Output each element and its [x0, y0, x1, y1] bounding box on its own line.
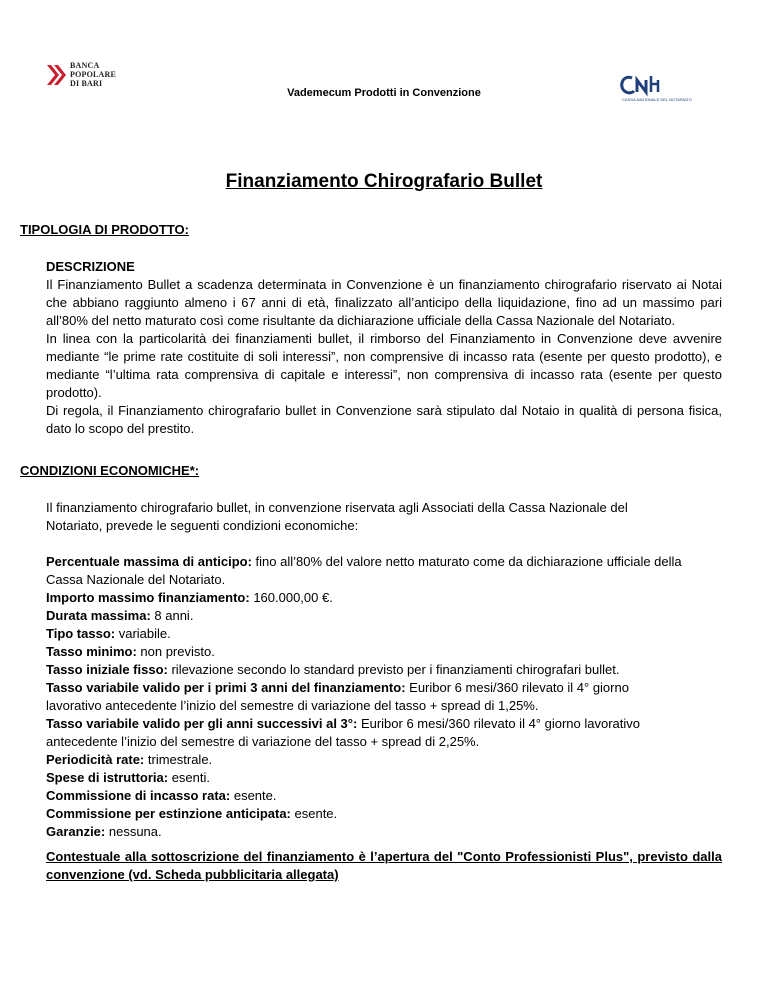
- section-heading-tipologia: TIPOLOGIA DI PRODOTTO:: [20, 222, 189, 237]
- condition-item: [46, 661, 686, 679]
- condition-item: [46, 823, 686, 841]
- condition-value: non previsto.: [136, 644, 215, 659]
- condition-value: 160.000,00 €.: [249, 590, 333, 605]
- condition-label: Tasso iniziale fisso:: [46, 662, 168, 677]
- condition-label: Tasso minimo:: [46, 644, 137, 659]
- condition-label: Periodicità rate:: [46, 752, 145, 767]
- condition-item: [46, 769, 686, 787]
- condition-label: Garanzie:: [46, 824, 106, 839]
- condition-item: [46, 625, 686, 643]
- condition-value: esente.: [230, 788, 277, 803]
- condition-value: variabile.: [115, 626, 171, 641]
- condition-item: [46, 643, 686, 661]
- condition-item: [46, 805, 686, 823]
- condition-item: [46, 787, 686, 805]
- condition-item: [46, 715, 686, 751]
- condition-label: Spese di istruttoria:: [46, 770, 169, 785]
- condition-value: Euribor 6 mesi/360 rilevato il 4° giorno lavorativo antecedente l’inizio del semestre di variazione del tasso + spread di 2,25%.: [46, 716, 640, 749]
- section-heading-condizioni: CONDIZIONI ECONOMICHE*:: [20, 463, 200, 478]
- bank-emblem-icon: [46, 62, 70, 88]
- cnn-logo-caption: CASSA NAZIONALE DEL NOTARIATO: [622, 97, 692, 102]
- condition-item: [46, 589, 686, 607]
- condition-item: [46, 679, 686, 715]
- condition-item: [46, 553, 686, 589]
- condition-value: rilevazione secondo lo standard previsto per i finanziamenti chirografari bullet.: [167, 662, 620, 677]
- condition-item: [46, 607, 686, 625]
- condition-label: Durata massima:: [46, 608, 151, 623]
- conditions-list: [46, 553, 686, 841]
- condition-value: esenti.: [168, 770, 210, 785]
- condition-label: Tasso variabile valido per gli anni successivi al 3°:: [46, 716, 358, 731]
- descrizione-paragraph-2: In linea con la particolarità dei finanziamenti bullet, il rimborso del Finanziamento in Convenzione deve avvenire mediante “le prime rate costituite di soli interessi”, non comprensive di incasso rata (esente per questo prodotto), e mediante “l’ultima rata comprensiva di capitale e interessi”, non comprensiva di incasso rata (esente per questo prodotto).: [46, 331, 722, 400]
- condizioni-intro: Il finanziamento chirografario bullet, in convenzione riservata agli Associati della Cassa Nazionale del Notariato, prevede le seguenti condizioni economiche:: [46, 500, 628, 533]
- descrizione-section: [46, 258, 722, 438]
- condition-value: fino all’80% del valore netto maturato come da dichiarazione ufficiale della Cassa Nazionale del Notariato.: [46, 554, 682, 587]
- bank-logo-text: BANCA POPOLARE DI BARI: [70, 61, 117, 88]
- condition-value: 8 anni.: [150, 608, 194, 623]
- condition-label: Importo massimo finanziamento:: [46, 590, 250, 605]
- condition-value: trimestrale.: [144, 752, 213, 767]
- page-header-title: Vademecum Prodotti in Convenzione: [287, 87, 481, 99]
- final-note: Contestuale alla sottoscrizione del finanziamento è l’apertura del "Conto Professionisti Plus", previsto dalla convenzione (vd. Scheda pubblicitaria allegata): [46, 849, 722, 882]
- document-title: Finanziamento Chirografario Bullet: [225, 171, 543, 192]
- condition-value: nessuna.: [105, 824, 162, 839]
- descrizione-paragraph-1: Il Finanziamento Bullet a scadenza determinata in Convenzione è un finanziamento chirografario riservato ai Notai che abbiano raggiunto almeno i 67 anni di età, finalizzato all’anticipo della liquidazione, fino ad un massimo pari all’80% del netto maturato così come risultante da dichiarazione ufficiale della Cassa Nazionale del Notariato.: [46, 277, 722, 328]
- descrizione-heading: DESCRIZIONE: [46, 259, 135, 274]
- condition-value: Euribor 6 mesi/360 rilevato il 4° giorno lavorativo antecedente l’inizio del semestre di variazione del tasso + spread di 1,25%.: [46, 680, 629, 713]
- condition-label: Tasso variabile valido per i primi 3 anni del finanziamento:: [46, 680, 406, 695]
- condition-label: Tipo tasso:: [46, 626, 116, 641]
- condition-item: [46, 751, 686, 769]
- condition-label: Percentuale massima di anticipo:: [46, 554, 252, 569]
- descrizione-paragraph-3: Di regola, il Finanziamento chirografario bullet in Convenzione sarà stipulato dal Notaio in qualità di persona fisica, dato lo scopo del prestito.: [46, 403, 722, 436]
- condition-label: Commissione per estinzione anticipata:: [46, 806, 291, 821]
- condition-label: Commissione di incasso rata:: [46, 788, 231, 803]
- condition-value: esente.: [290, 806, 338, 821]
